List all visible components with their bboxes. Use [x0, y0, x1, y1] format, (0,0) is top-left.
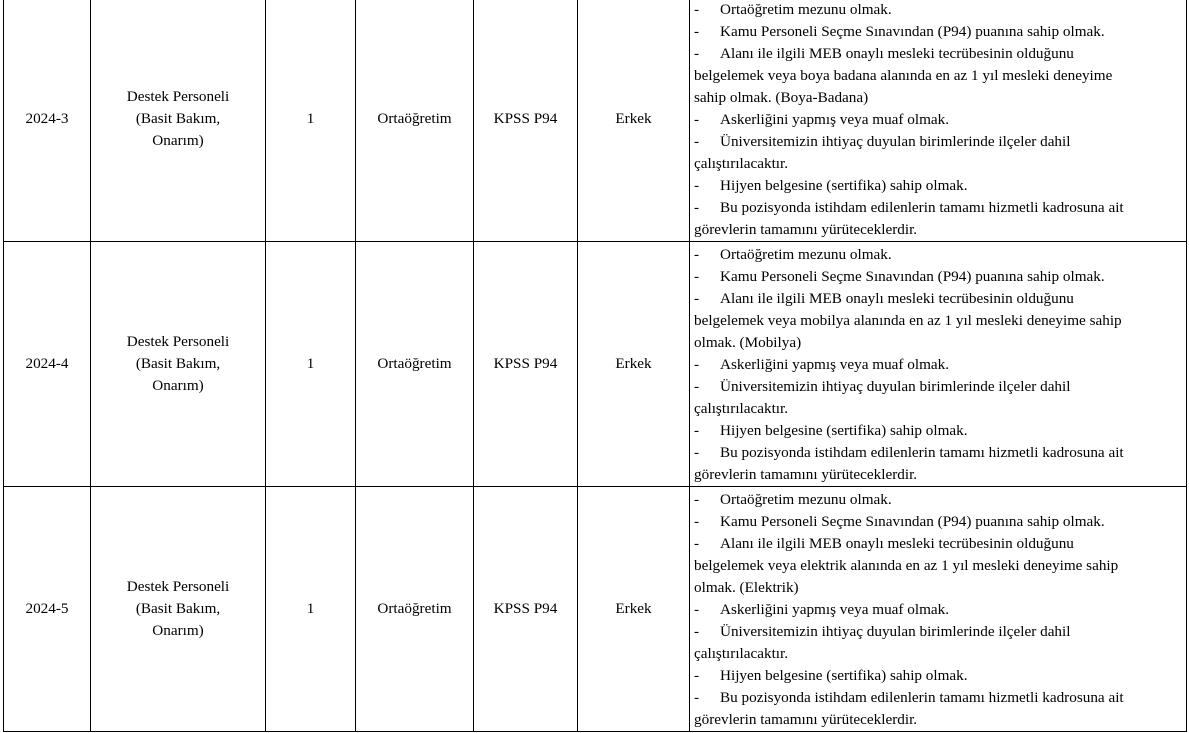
requirement-text: Ortaöğretim mezunu olmak.	[720, 491, 892, 508]
bullet-dash: -	[694, 491, 700, 508]
requirement-text: Üniversitemizin ihtiyaç duyulan birimlerinde ilçeler dahil	[720, 623, 1071, 640]
requirement-text: çalıştırılacaktır.	[694, 645, 789, 662]
requirement-line	[694, 489, 1182, 511]
gender-cell: Erkek	[578, 242, 690, 487]
requirement-text: çalıştırılacaktır.	[694, 155, 789, 172]
requirement-text: görevlerin tamamını yürüteceklerdir.	[694, 711, 918, 728]
exam-type-cell: KPSS P94	[474, 242, 578, 487]
bullet-dash: -	[694, 689, 700, 706]
position-title-line: (Basit Bakım,	[135, 110, 221, 127]
position-title-line: Onarım)	[152, 622, 204, 639]
requirement-line	[694, 219, 1182, 241]
position-code-cell: 2024-4	[4, 242, 91, 487]
requirement-text: çalıştırılacaktır.	[694, 400, 789, 417]
bullet-dash: -	[694, 246, 700, 263]
requirement-line	[694, 175, 1182, 197]
requirement-text: Hijyen belgesine (sertifika) sahip olmak.	[720, 177, 968, 194]
gender-cell: Erkek	[578, 0, 690, 242]
requirement-line	[694, 577, 1182, 599]
bullet-dash: -	[694, 45, 700, 62]
requirement-text: Bu pozisyonda istihdam edilenlerin tamamı hizmetli kadrosuna ait	[720, 444, 1124, 461]
requirement-line	[694, 709, 1182, 731]
requirement-text: olmak. (Elektrik)	[694, 579, 799, 596]
requirement-text: belgelemek veya elektrik alanında en az 1 yıl mesleki deneyime sahip	[694, 557, 1119, 574]
job-positions-table	[3, 0, 1187, 732]
position-title-line: (Basit Bakım,	[135, 355, 221, 372]
position-title-cell	[91, 487, 266, 732]
requirement-line	[694, 533, 1182, 555]
bullet-dash: -	[694, 444, 700, 461]
requirement-line	[694, 153, 1182, 175]
requirement-text: olmak. (Mobilya)	[694, 334, 802, 351]
position-title-cell	[91, 0, 266, 242]
requirement-line	[694, 665, 1182, 687]
requirement-text: Üniversitemizin ihtiyaç duyulan birimlerinde ilçeler dahil	[720, 133, 1071, 150]
position-code-cell: 2024-3	[4, 0, 91, 242]
requirement-text: Ortaöğretim mezunu olmak.	[720, 246, 892, 263]
position-count-cell: 1	[266, 487, 356, 732]
bullet-dash: -	[694, 199, 700, 216]
requirement-line	[694, 398, 1182, 420]
requirement-line	[694, 21, 1182, 43]
bullet-dash: -	[694, 1, 700, 18]
requirement-line	[694, 87, 1182, 109]
position-title-line: Destek Personeli	[126, 578, 230, 595]
bullet-dash: -	[694, 378, 700, 395]
requirement-line	[694, 442, 1182, 464]
requirement-text: belgelemek veya mobilya alanında en az 1 yıl mesleki deneyime sahip	[694, 312, 1122, 329]
position-count-cell: 1	[266, 0, 356, 242]
requirement-line	[694, 0, 1182, 21]
table-row	[4, 242, 1187, 487]
requirement-line	[694, 511, 1182, 533]
requirement-line	[694, 109, 1182, 131]
requirement-line	[694, 288, 1182, 310]
table-row	[4, 0, 1187, 242]
requirement-text: Kamu Personeli Seçme Sınavından (P94) puanına sahip olmak.	[720, 23, 1105, 40]
requirement-text: sahip olmak. (Boya-Badana)	[694, 89, 869, 106]
requirement-line	[694, 244, 1182, 266]
requirement-text: Ortaöğretim mezunu olmak.	[720, 1, 892, 18]
requirement-text: Kamu Personeli Seçme Sınavından (P94) puanına sahip olmak.	[720, 513, 1105, 530]
bullet-dash: -	[694, 422, 700, 439]
requirement-text: Alanı ile ilgili MEB onaylı mesleki tecrübesinin olduğunu	[720, 290, 1074, 307]
bullet-dash: -	[694, 356, 700, 373]
requirement-text: Askerliğini yapmış veya muaf olmak.	[720, 356, 950, 373]
requirement-line	[694, 420, 1182, 442]
bullet-dash: -	[694, 268, 700, 285]
requirement-line	[694, 43, 1182, 65]
bullet-dash: -	[694, 601, 700, 618]
position-title-line: Onarım)	[152, 132, 204, 149]
requirement-text: Alanı ile ilgili MEB onaylı mesleki tecrübesinin olduğunu	[720, 535, 1074, 552]
requirement-line	[694, 354, 1182, 376]
bullet-dash: -	[694, 513, 700, 530]
requirement-text: Bu pozisyonda istihdam edilenlerin tamamı hizmetli kadrosuna ait	[720, 199, 1124, 216]
position-title-line: Destek Personeli	[126, 333, 230, 350]
requirement-line	[694, 376, 1182, 398]
requirement-line	[694, 65, 1182, 87]
exam-type-cell: KPSS P94	[474, 0, 578, 242]
education-level-cell: Ortaöğretim	[356, 487, 474, 732]
position-title-line: Onarım)	[152, 377, 204, 394]
requirement-text: Üniversitemizin ihtiyaç duyulan birimlerinde ilçeler dahil	[720, 378, 1071, 395]
requirement-text: Alanı ile ilgili MEB onaylı mesleki tecrübesinin olduğunu	[720, 45, 1074, 62]
requirement-line	[694, 332, 1182, 354]
education-level-cell: Ortaöğretim	[356, 0, 474, 242]
requirement-line	[694, 621, 1182, 643]
gender-cell: Erkek	[578, 487, 690, 732]
bullet-dash: -	[694, 23, 700, 40]
requirement-line	[694, 643, 1182, 665]
requirement-line	[694, 131, 1182, 153]
requirements-cell	[690, 0, 1187, 242]
requirement-line	[694, 197, 1182, 219]
requirement-line	[694, 310, 1182, 332]
bullet-dash: -	[694, 111, 700, 128]
bullet-dash: -	[694, 133, 700, 150]
requirement-text: Askerliğini yapmış veya muaf olmak.	[720, 111, 950, 128]
requirement-text: görevlerin tamamını yürüteceklerdir.	[694, 221, 918, 238]
bullet-dash: -	[694, 535, 700, 552]
requirement-text: Hijyen belgesine (sertifika) sahip olmak.	[720, 422, 968, 439]
table-body	[4, 0, 1187, 732]
exam-type-cell: KPSS P94	[474, 487, 578, 732]
position-title-line: Destek Personeli	[126, 88, 230, 105]
requirement-text: belgelemek veya boya badana alanında en az 1 yıl mesleki deneyime	[694, 67, 1113, 84]
position-title-line: (Basit Bakım,	[135, 600, 221, 617]
requirement-text: görevlerin tamamını yürüteceklerdir.	[694, 466, 918, 483]
position-count-cell: 1	[266, 242, 356, 487]
requirements-cell	[690, 487, 1187, 732]
requirements-cell	[690, 242, 1187, 487]
requirement-line	[694, 555, 1182, 577]
bullet-dash: -	[694, 177, 700, 194]
requirement-text: Bu pozisyonda istihdam edilenlerin tamamı hizmetli kadrosuna ait	[720, 689, 1124, 706]
position-title-cell	[91, 242, 266, 487]
position-code-cell: 2024-5	[4, 487, 91, 732]
requirement-line	[694, 599, 1182, 621]
requirement-line	[694, 464, 1182, 486]
requirement-text: Askerliğini yapmış veya muaf olmak.	[720, 601, 950, 618]
education-level-cell: Ortaöğretim	[356, 242, 474, 487]
requirement-text: Hijyen belgesine (sertifika) sahip olmak.	[720, 667, 968, 684]
table-row	[4, 487, 1187, 732]
bullet-dash: -	[694, 623, 700, 640]
requirement-text: Kamu Personeli Seçme Sınavından (P94) puanına sahip olmak.	[720, 268, 1105, 285]
bullet-dash: -	[694, 667, 700, 684]
requirement-line	[694, 266, 1182, 288]
bullet-dash: -	[694, 290, 700, 307]
requirement-line	[694, 687, 1182, 709]
